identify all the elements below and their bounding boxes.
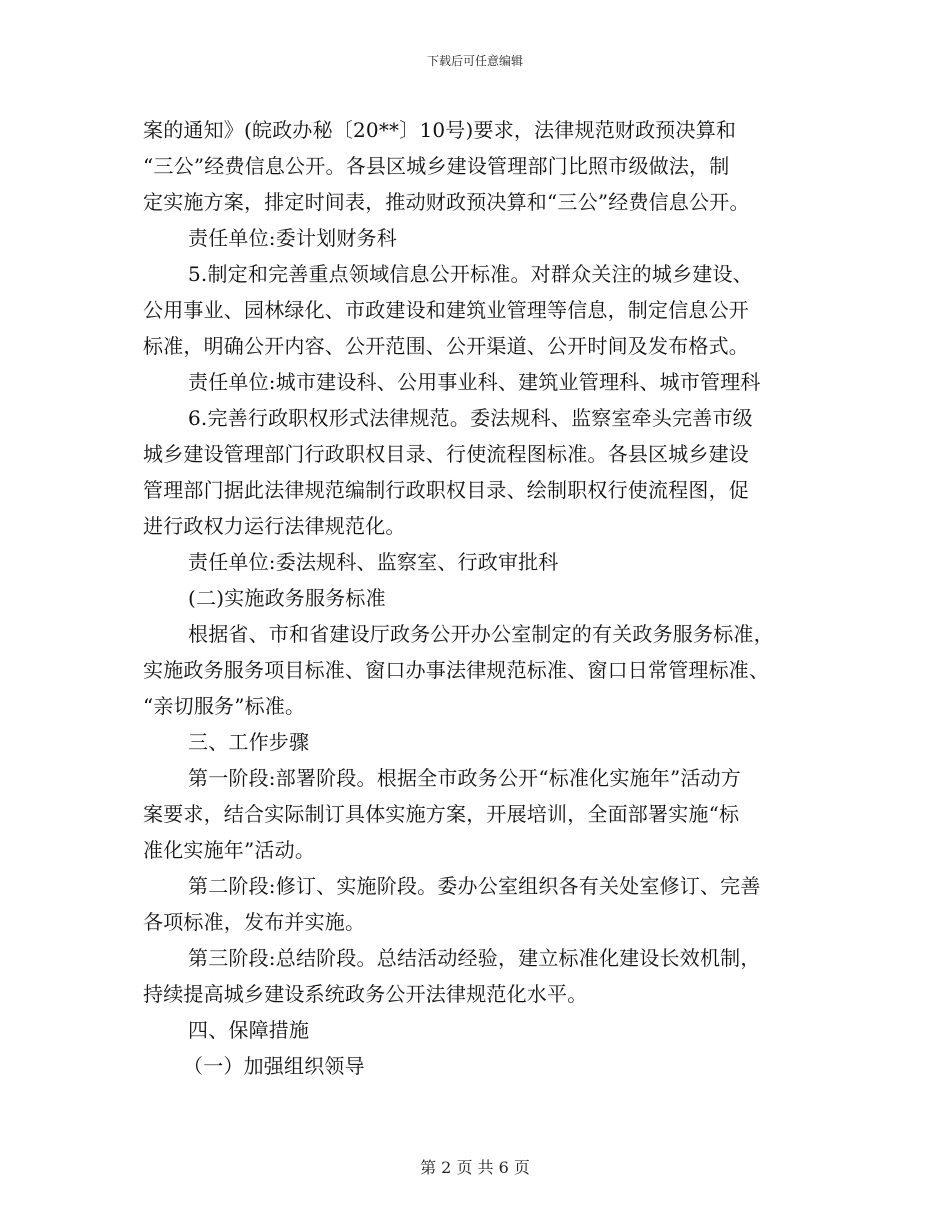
body-line-23: 各项标准，发布并实施。 [143,910,366,934]
body-line-21: 准化实施年”活动。 [143,838,316,862]
body-line-25: 持续提高城乡建设系统政务公开法律规范化水平。 [143,982,588,1006]
section-heading-work-steps: 三、工作步骤 [188,730,310,754]
responsible-unit-construction: 责任单位:城市建设科、公用事业科、建筑业管理科、城市管理科 [188,370,761,394]
document-body [143,112,808,1084]
body-line-1: 案的通知》(皖政办秘〔20**〕10号)要求，法律规范财政预决算和 [143,118,737,142]
section-heading-service-standards: (二)实施政务服务标准 [188,586,386,610]
section-heading-safeguards: 四、保障措施 [188,1018,310,1042]
body-line-6: 公用事业、园林绿化、市政建设和建筑业管理等信息，制定信息公开 [143,298,749,322]
item-6-heading: 6.完善行政职权形式法律规范。委法规科、监察室牵头完善市级 [188,406,753,430]
body-line-20: 案要求，结合实际制订具体实施方案，开展培训，全面部署实施“标 [143,802,740,826]
body-line-2: “三公”经费信息公开。各县区城乡建设管理部门比照市级做法，制 [143,154,730,178]
responsible-unit-legal: 责任单位:委法规科、监察室、行政审批科 [188,550,559,574]
body-line-12: 进行政权力运行法律规范化。 [143,514,406,538]
body-line-3: 定实施方案，排定时间表，推动财政预决算和“三公”经费信息公开。 [143,190,750,214]
body-line-15: 根据省、市和省建设厅政务公开办公室制定的有关政务服务标准， [188,622,774,646]
stage-one: 第一阶段:部署阶段。根据全市政务公开“标准化实施年”活动方 [188,766,741,790]
body-line-7: 标准，明确公开内容、公开范围、公开渠道、公开时间及发布格式。 [143,334,749,358]
subsection-heading-leadership: （一）加强组织领导 [183,1054,365,1078]
body-line-10: 城乡建设管理部门行政职权目录、行使流程图标准。各县区城乡建设 [143,442,749,466]
stage-two: 第二阶段:修订、实施阶段。委办公室组织各有关处室修订、完善 [188,874,761,898]
page-header: 下载后可任意编辑 [426,54,523,68]
body-line-17: “亲切服务”标准。 [143,694,306,718]
item-5-heading: 5.制定和完善重点领域信息公开标准。对群众关注的城乡建设、 [188,262,753,286]
page-number: 第 2 页 共 6 页 [420,1158,530,1177]
body-line-11: 管理部门据此法律规范编制行政职权目录、绘制职权行使流程图，促 [143,478,749,502]
body-line-16: 实施政务服务项目标准、窗口办事法律规范标准、窗口日常管理标准、 [143,658,770,682]
stage-three: 第三阶段:总结阶段。总结活动经验，建立标准化建设长效机制， [188,946,761,970]
responsible-unit-finance: 责任单位:委计划财务科 [188,226,397,250]
